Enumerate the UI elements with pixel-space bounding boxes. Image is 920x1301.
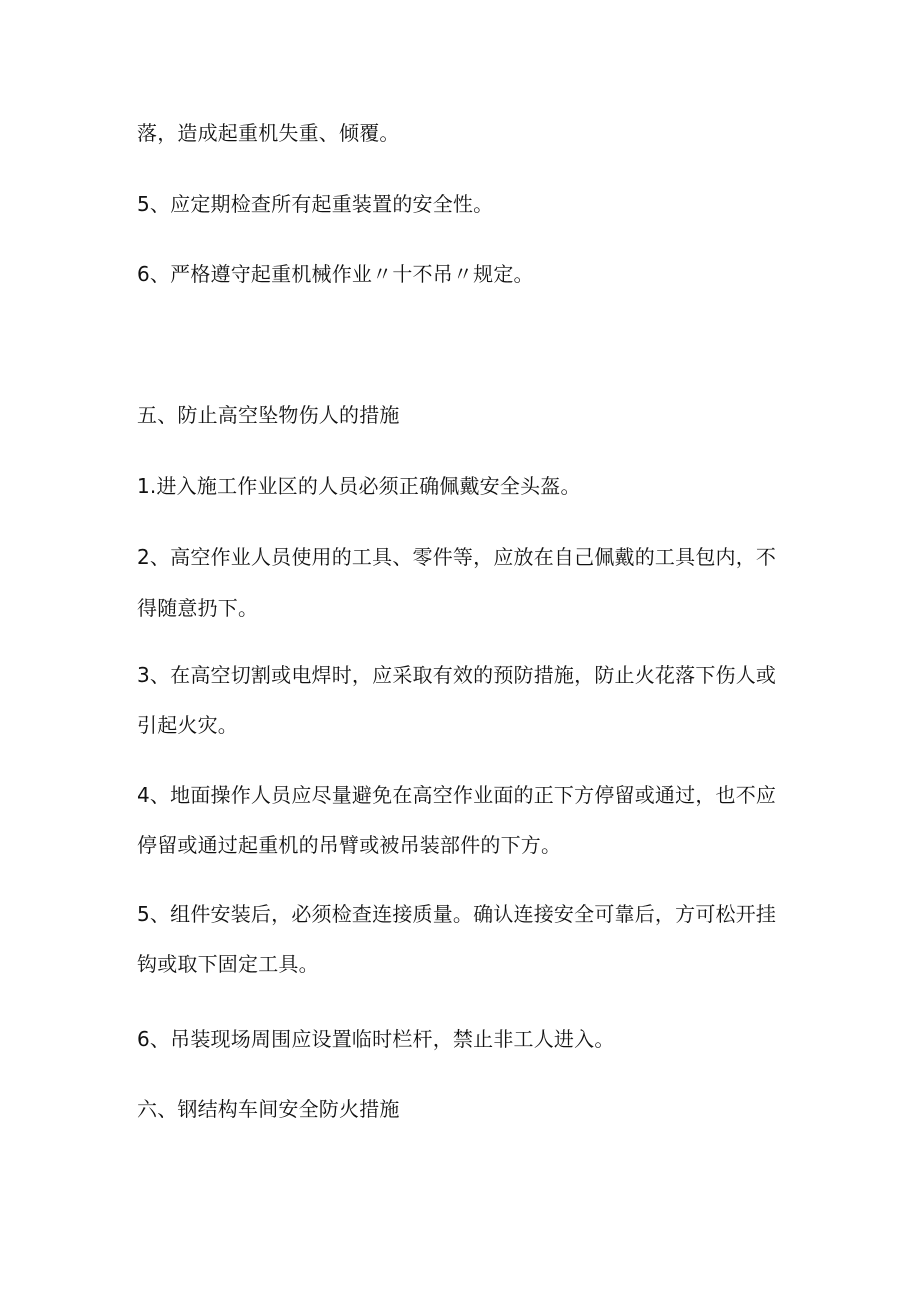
text-line-11: 停留或通过起重机的吊臂或被吊装部件的下方。 (137, 833, 562, 857)
text-line-3: 6、严格遵守起重机械作业〃十不吊〃规定。 (137, 262, 534, 286)
text-line-7: 得随意扔下。 (137, 596, 259, 620)
text-line-5: 1.进入施工作业区的人员必须正确佩戴安全头盔。 (137, 474, 581, 498)
section-heading-6: 六、钢结构车间安全防火措施 (137, 1097, 400, 1121)
text-line-14: 6、吊装现场周围应设置临时栏杆，禁止非工人进入。 (137, 1027, 615, 1051)
text-line-6: 2、高空作业人员使用的工具、零件等，应放在自己佩戴的工具包内，不 (137, 545, 777, 569)
text-line-12: 5、组件安装后，必须检查连接质量。确认连接安全可靠后，方可松开挂 (137, 902, 777, 926)
text-line-9: 引起火灾。 (137, 713, 238, 737)
text-line-8: 3、在高空切割或电焊时，应采取有效的预防措施，防止火花落下伤人或 (137, 663, 777, 687)
text-line-10: 4、地面操作人员应尽量避免在高空作业面的正下方停留或通过，也不应 (137, 783, 777, 807)
section-heading-5: 五、防止高空坠物伤人的措施 (137, 403, 400, 427)
text-line-2: 5、应定期检查所有起重装置的安全性。 (137, 192, 494, 216)
text-line-13: 钩或取下固定工具。 (137, 952, 319, 976)
text-line-1: 落，造成起重机失重、倾覆。 (137, 121, 400, 145)
